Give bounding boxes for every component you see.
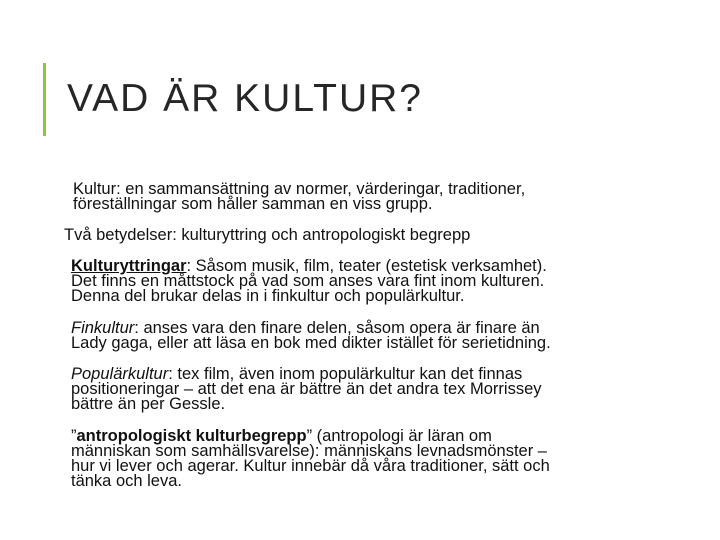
two-meanings-line-1: Två betydelser: kulturyttring och antropologiskt begrepp [64,226,471,244]
definition-line-1: Kultur: en sammansättning av normer, värderingar, traditioner, [73,180,526,198]
antropologiskt-open-quote: ” [71,427,77,445]
kulturyttringar-line-2: Det finns en måttstock på vad som anses vara fint inom kulturen. [71,272,545,290]
finkultur-line-2: Lady gaga, eller att läsa en bok med dikter istället för serietidning. [71,334,551,352]
antropologiskt-line-3: hur vi lever och agerar. Kultur innebär då våra traditioner, sätt och [71,457,550,475]
popularkultur-term: Populärkultur [71,365,169,383]
finkultur-term: Finkultur [71,319,135,337]
definition-paragraph [73,182,673,212]
popularkultur-line-1-text: : tex film, även inom populärkultur kan det finnas [168,365,523,383]
antropologiskt-line-2: människan som samhällsvarelse): människans levnadsmönster – [71,442,547,460]
antropologiskt-line-4: tänka och leva. [71,472,182,490]
kulturyttringar-line-1-text: : Såsom musik, film, teater (estetisk verksamhet). [186,257,547,275]
kulturyttringar-line-3: Denna del brukar delas in i finkultur och populärkultur. [71,287,465,305]
popularkultur-line-2: positioneringar – att det ena är bättre än det andra tex Morrissey [71,380,542,398]
antropologiskt-line-1-text: ” (antropologi är läran om [306,427,492,445]
finkultur-line-1-text: : anses vara den finare delen, såsom opera är finare än [134,319,540,337]
antropologiskt-term: antropologiskt kulturbegrepp [76,427,307,445]
antropologiskt-paragraph [71,429,671,489]
slide-title: VAD ÄR KULTUR? [67,77,423,120]
kulturyttringar-paragraph [71,259,671,304]
title-accent-bar [43,63,46,136]
definition-line-2: föreställningar som håller samman en viss grupp. [73,195,433,213]
popularkultur-line-3: bättre än per Gessle. [71,395,226,413]
popularkultur-paragraph [71,367,671,412]
two-meanings-paragraph [64,228,664,243]
kulturyttringar-term: Kulturyttringar [71,257,187,275]
finkultur-paragraph [71,321,671,351]
